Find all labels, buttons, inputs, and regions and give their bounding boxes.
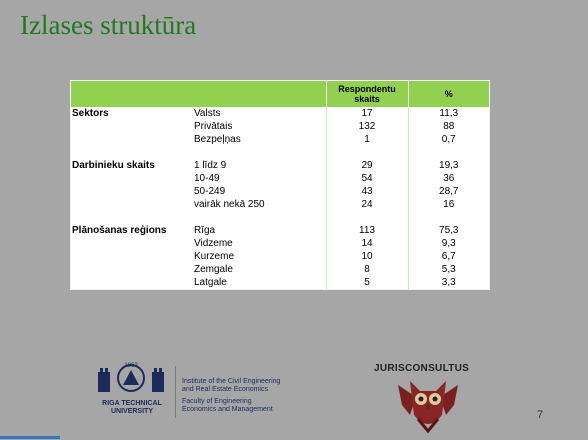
row-percent-cell: 3,3 <box>408 276 489 289</box>
row-group-cell <box>71 172 192 185</box>
table-row <box>71 185 489 198</box>
row-group-cell <box>71 198 192 211</box>
slide-title: Izlases struktūra <box>20 10 197 40</box>
table-row <box>71 107 489 120</box>
row-percent-cell: 28,7 <box>408 185 489 198</box>
row-count-cell: 10 <box>326 250 408 263</box>
row-subcategory-cell: 1 līdz 9 <box>194 159 227 171</box>
table-header-row <box>71 81 489 107</box>
row-subcategory-cell: vairāk nekā 250 <box>194 198 265 210</box>
owl-icon <box>396 375 460 437</box>
institute-text <box>182 378 280 418</box>
row-percent-cell: 0,7 <box>408 133 489 146</box>
table-row <box>71 250 489 263</box>
header-cell-group <box>71 81 192 107</box>
table-row <box>71 120 489 133</box>
footer <box>0 350 588 440</box>
table-spacer-cell <box>326 146 408 159</box>
rtu-name <box>96 400 168 416</box>
rtu-name-line2: UNIVERSITY <box>110 408 153 415</box>
row-group-cell <box>71 133 192 146</box>
institute-line3: Faculty of Engineering <box>182 398 252 405</box>
row-percent-cell: 16 <box>408 198 489 211</box>
row-percent-cell: 11,3 <box>408 107 489 120</box>
jurisconsultus-name: JURISCONSULTUS <box>374 363 470 374</box>
row-percent-cell: 88 <box>408 120 489 133</box>
table-row <box>71 133 489 146</box>
table-row <box>71 224 489 237</box>
row-percent-cell: 6,7 <box>408 250 489 263</box>
row-count-cell: 17 <box>326 107 408 120</box>
row-subcategory-cell: Rīga <box>194 224 216 236</box>
table-row <box>71 276 489 289</box>
table-row <box>71 198 489 211</box>
table-row <box>71 237 489 250</box>
row-group-cell: Sektors <box>72 107 109 119</box>
row-subcategory-cell: Kurzeme <box>194 250 235 262</box>
table-row <box>71 159 489 172</box>
row-subcategory-cell: 50-249 <box>194 185 226 197</box>
row-percent-cell: 9,3 <box>408 237 489 250</box>
table-spacer-cell <box>192 211 326 224</box>
sample-structure-table <box>70 80 490 290</box>
row-subcategory-cell: 10-49 <box>194 172 220 184</box>
row-percent-cell: 36 <box>408 172 489 185</box>
table-spacer-cell <box>71 211 192 224</box>
table-spacer-row <box>71 211 489 224</box>
row-group-cell: Darbinieku skaits <box>72 159 155 171</box>
header-cell-pct: % <box>408 81 489 107</box>
page-number: 7 <box>537 409 544 421</box>
table-spacer-cell <box>408 211 489 224</box>
row-percent-cell: 19,3 <box>408 159 489 172</box>
row-subcategory-cell: Vidzeme <box>194 237 233 249</box>
table-row <box>71 172 489 185</box>
row-percent-cell: 5,3 <box>408 263 489 276</box>
table-spacer-cell <box>326 211 408 224</box>
row-subcategory-cell: Zemgale <box>194 263 233 275</box>
bottom-accent-line <box>0 436 60 439</box>
table-spacer-cell <box>71 146 192 159</box>
table-spacer-cell <box>192 146 326 159</box>
row-count-cell: 5 <box>326 276 408 289</box>
rtu-year: 1862 <box>124 363 138 369</box>
header-cell-sub <box>192 81 326 107</box>
row-group-cell <box>71 263 192 276</box>
rtu-crest-icon <box>96 358 166 400</box>
row-count-cell: 54 <box>326 172 408 185</box>
row-count-cell: 24 <box>326 198 408 211</box>
row-count-cell: 1 <box>326 133 408 146</box>
institute-line1: Institute of the Civil Engineering <box>182 378 281 385</box>
row-count-cell: 14 <box>326 237 408 250</box>
footer-divider <box>175 366 176 418</box>
row-group-cell <box>71 276 192 289</box>
row-subcategory-cell: Latgale <box>194 276 227 288</box>
rtu-name-line1: RIGA TECHNICAL <box>102 400 162 407</box>
row-subcategory-cell: Privātais <box>194 120 233 132</box>
header-cell-count: Respondentu skaits <box>326 81 408 107</box>
row-count-cell: 29 <box>326 159 408 172</box>
table-row <box>71 263 489 276</box>
row-group-cell: Plānošanas reģions <box>72 224 167 236</box>
row-subcategory-cell: Bezpeļņas <box>194 133 241 145</box>
row-group-cell <box>71 250 192 263</box>
row-count-cell: 132 <box>326 120 408 133</box>
row-count-cell: 8 <box>326 263 408 276</box>
table-spacer-cell <box>408 146 489 159</box>
row-subcategory-cell: Valsts <box>194 107 221 119</box>
table-spacer-row <box>71 146 489 159</box>
row-percent-cell: 75,3 <box>408 224 489 237</box>
row-group-cell <box>71 120 192 133</box>
institute-line2: and Real Estate Economics <box>182 386 268 393</box>
institute-line4: Economics and Management <box>182 406 273 413</box>
row-group-cell <box>71 237 192 250</box>
row-group-cell <box>71 185 192 198</box>
row-count-cell: 43 <box>326 185 408 198</box>
row-count-cell: 113 <box>326 224 408 237</box>
